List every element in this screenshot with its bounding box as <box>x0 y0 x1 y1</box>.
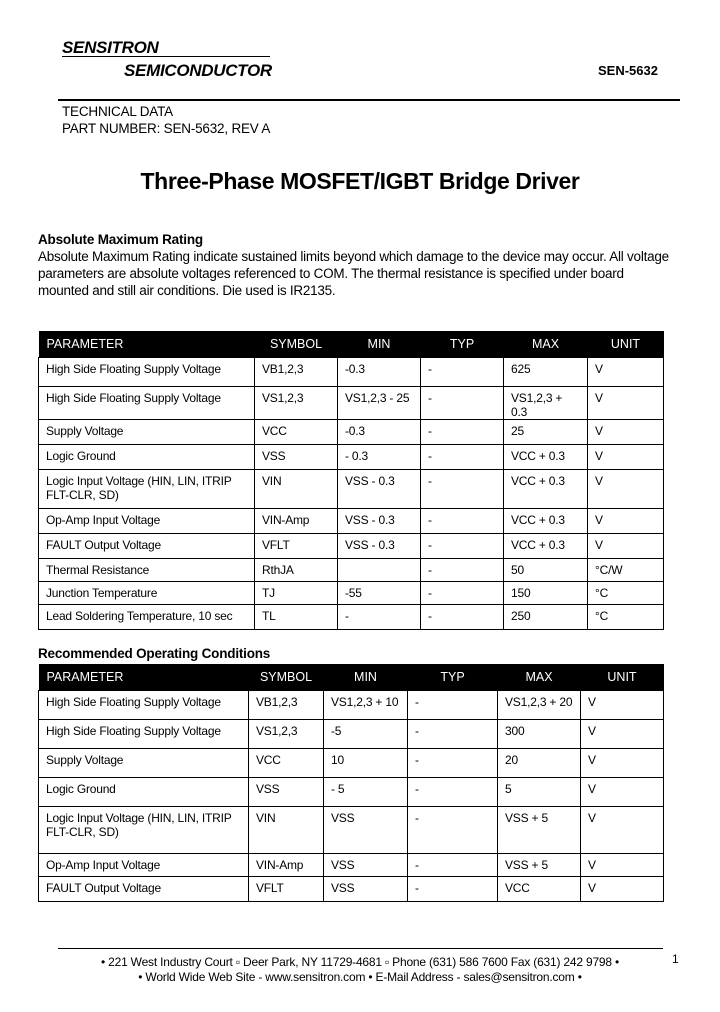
table-row <box>39 508 664 533</box>
col-symbol: SYMBOL <box>255 331 338 357</box>
cell-min: 10 <box>324 748 408 777</box>
table-row <box>39 777 664 806</box>
col-typ: TYP <box>408 664 498 690</box>
cell-typ: - <box>421 508 504 533</box>
cell-parameter: High Side Floating Supply Voltage <box>39 386 255 419</box>
footer-address: • 221 West Industry Court ▫ Deer Park, NY 11729-4681 ▫ Phone (631) 586 7600 Fax (631) 242 9798 • <box>100 955 620 969</box>
cell-parameter: Logic Ground <box>39 777 249 806</box>
cell-typ: - <box>408 719 498 748</box>
cell-typ: - <box>421 357 504 386</box>
cell-unit: V <box>581 690 664 719</box>
page-title: Three-Phase MOSFET/IGBT Bridge Driver <box>140 168 580 194</box>
footer-web-email: • World Wide Web Site - www.sensitron.com • E-Mail Address - sales@sensitron.com • <box>138 970 582 984</box>
table-row <box>39 690 664 719</box>
table-row <box>39 419 664 444</box>
cell-parameter: Junction Temperature <box>39 581 255 604</box>
col-parameter: PARAMETER <box>39 664 249 690</box>
cell-parameter: Supply Voltage <box>39 748 249 777</box>
cell-parameter: Logic Input Voltage (HIN, LIN, ITRIP FLT-CLR, SD) <box>39 469 255 508</box>
cell-parameter: Op-Amp Input Voltage <box>39 508 255 533</box>
cell-max: VCC + 0.3 <box>504 469 588 508</box>
cell-max: 20 <box>498 748 581 777</box>
cell-parameter: Logic Input Voltage (HIN, LIN, ITRIP FLT-CLR, SD) <box>39 806 249 853</box>
cell-parameter: Op-Amp Input Voltage <box>39 853 249 876</box>
cell-unit: °C <box>588 581 664 604</box>
cell-typ: - <box>408 806 498 853</box>
cell-parameter: High Side Floating Supply Voltage <box>39 719 249 748</box>
cell-typ: - <box>408 748 498 777</box>
cell-max: 300 <box>498 719 581 748</box>
cell-parameter: Thermal Resistance <box>39 558 255 581</box>
cell-parameter: Supply Voltage <box>39 419 255 444</box>
cell-min: VS1,2,3 + 10 <box>324 690 408 719</box>
table-header-row <box>39 664 664 690</box>
col-max: MAX <box>498 664 581 690</box>
cell-unit: V <box>581 777 664 806</box>
table-header-row <box>39 331 664 357</box>
cell-min: -0.3 <box>338 419 421 444</box>
cell-symbol: VIN <box>249 806 324 853</box>
col-unit: UNIT <box>588 331 664 357</box>
table-row <box>39 719 664 748</box>
cell-typ: - <box>421 581 504 604</box>
cell-typ: - <box>421 533 504 558</box>
cell-min <box>338 558 421 581</box>
cell-parameter: High Side Floating Supply Voltage <box>39 690 249 719</box>
cell-unit: V <box>588 533 664 558</box>
header-divider <box>58 99 680 101</box>
cell-symbol: VB1,2,3 <box>249 690 324 719</box>
cell-min: - 5 <box>324 777 408 806</box>
cell-typ: - <box>421 558 504 581</box>
cell-min: - <box>338 604 421 629</box>
company-logo-line1: SENSITRON <box>62 38 159 57</box>
cell-symbol: RthJA <box>255 558 338 581</box>
cell-typ: - <box>408 853 498 876</box>
cell-parameter: FAULT Output Voltage <box>39 533 255 558</box>
cell-unit: V <box>588 386 664 419</box>
cell-symbol: VS1,2,3 <box>249 719 324 748</box>
abs-max-table <box>38 331 664 630</box>
cell-typ: - <box>408 777 498 806</box>
part-number: PART NUMBER: SEN-5632, REV A <box>62 121 271 136</box>
logo-divider <box>62 56 270 57</box>
cell-typ: - <box>421 419 504 444</box>
cell-symbol: VS1,2,3 <box>255 386 338 419</box>
rec-op-table <box>38 664 664 902</box>
cell-unit: V <box>588 444 664 469</box>
cell-symbol: VSS <box>249 777 324 806</box>
company-logo-line2: SEMICONDUCTOR <box>124 61 272 80</box>
cell-max: 25 <box>504 419 588 444</box>
cell-typ: - <box>421 604 504 629</box>
col-symbol: SYMBOL <box>249 664 324 690</box>
cell-symbol: VSS <box>255 444 338 469</box>
cell-parameter: FAULT Output Voltage <box>39 876 249 901</box>
cell-max: VCC + 0.3 <box>504 533 588 558</box>
rec-op-heading: Recommended Operating Conditions <box>38 646 271 661</box>
cell-typ: - <box>408 876 498 901</box>
cell-min: -55 <box>338 581 421 604</box>
cell-parameter: Logic Ground <box>39 444 255 469</box>
cell-unit: V <box>581 853 664 876</box>
cell-min: VSS - 0.3 <box>338 533 421 558</box>
cell-symbol: VB1,2,3 <box>255 357 338 386</box>
cell-symbol: VCC <box>255 419 338 444</box>
table-row <box>39 604 664 629</box>
cell-max: VCC <box>498 876 581 901</box>
table-row <box>39 558 664 581</box>
cell-unit: °C <box>588 604 664 629</box>
col-min: MIN <box>338 331 421 357</box>
cell-max: 625 <box>504 357 588 386</box>
cell-symbol: TJ <box>255 581 338 604</box>
cell-symbol: VFLT <box>249 876 324 901</box>
cell-max: VSS + 5 <box>498 806 581 853</box>
cell-max: 50 <box>504 558 588 581</box>
cell-symbol: VIN-Amp <box>249 853 324 876</box>
document-number: SEN-5632 <box>598 63 658 78</box>
cell-symbol: VIN-Amp <box>255 508 338 533</box>
cell-min: - 0.3 <box>338 444 421 469</box>
table-row <box>39 581 664 604</box>
footer-divider <box>58 948 663 949</box>
cell-max: 250 <box>504 604 588 629</box>
cell-typ: - <box>421 469 504 508</box>
cell-symbol: VIN <box>255 469 338 508</box>
col-unit: UNIT <box>581 664 664 690</box>
col-parameter: PARAMETER <box>39 331 255 357</box>
cell-unit: V <box>581 748 664 777</box>
table-row <box>39 533 664 558</box>
table-row <box>39 357 664 386</box>
cell-min: VSS <box>324 853 408 876</box>
page-number: 1 <box>672 952 679 966</box>
cell-unit: V <box>588 508 664 533</box>
technical-data-label: TECHNICAL DATA <box>62 104 173 119</box>
table-row <box>39 444 664 469</box>
cell-unit: V <box>581 719 664 748</box>
cell-unit: V <box>588 357 664 386</box>
cell-max: VCC + 0.3 <box>504 444 588 469</box>
cell-max: VCC + 0.3 <box>504 508 588 533</box>
table-row <box>39 748 664 777</box>
cell-typ: - <box>421 386 504 419</box>
cell-unit: V <box>588 469 664 508</box>
cell-parameter: High Side Floating Supply Voltage <box>39 357 255 386</box>
col-typ: TYP <box>421 331 504 357</box>
cell-max: 150 <box>504 581 588 604</box>
cell-min: VSS - 0.3 <box>338 469 421 508</box>
cell-typ: - <box>408 690 498 719</box>
cell-max: VSS + 5 <box>498 853 581 876</box>
cell-unit: V <box>581 806 664 853</box>
col-max: MAX <box>504 331 588 357</box>
cell-min: VS1,2,3 - 25 <box>338 386 421 419</box>
table-row <box>39 806 664 853</box>
cell-min: VSS - 0.3 <box>338 508 421 533</box>
cell-symbol: TL <box>255 604 338 629</box>
table-row <box>39 386 664 419</box>
cell-parameter: Lead Soldering Temperature, 10 sec <box>39 604 255 629</box>
cell-unit: °C/W <box>588 558 664 581</box>
cell-max: VS1,2,3 + 0.3 <box>504 386 588 419</box>
cell-typ: - <box>421 444 504 469</box>
cell-max: 5 <box>498 777 581 806</box>
col-min: MIN <box>324 664 408 690</box>
table-row <box>39 853 664 876</box>
abs-max-heading: Absolute Maximum Rating <box>38 232 203 247</box>
technical-data-block <box>62 103 270 137</box>
cell-min: VSS <box>324 876 408 901</box>
cell-symbol: VFLT <box>255 533 338 558</box>
cell-unit: V <box>581 876 664 901</box>
cell-unit: V <box>588 419 664 444</box>
cell-max: VS1,2,3 + 20 <box>498 690 581 719</box>
cell-min: -0.3 <box>338 357 421 386</box>
cell-min: VSS <box>324 806 408 853</box>
table-row <box>39 876 664 901</box>
table-row <box>39 469 664 508</box>
cell-symbol: VCC <box>249 748 324 777</box>
cell-min: -5 <box>324 719 408 748</box>
abs-max-description: Absolute Maximum Rating indicate sustained limits beyond which damage to the device may occur. All voltage parameters are absolute voltages referenced to COM. The thermal resistance is specified under board mounted and still air conditions. Die used is IR2135. <box>38 249 669 298</box>
